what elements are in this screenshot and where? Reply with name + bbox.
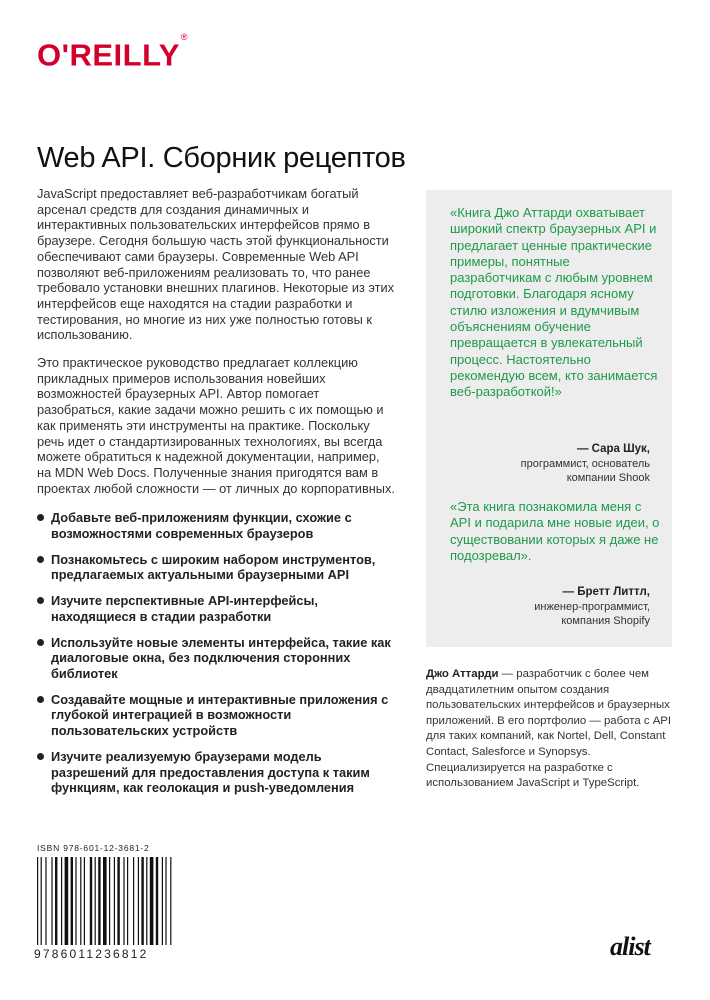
feature-item <box>37 593 397 624</box>
bullet-icon <box>37 753 44 760</box>
logo-text: O'REILLY <box>37 37 180 73</box>
isbn-label: ISBN 978-601-12-3681-2 <box>37 843 150 853</box>
testimonial-attribution-2 <box>534 585 650 629</box>
quote-author-name: — Бретт Литтл, <box>562 586 650 598</box>
feature-text: Создавайте мощные и интерактивные приложения с глубокой интеграцией в возможности пользовательских устройств <box>51 691 389 739</box>
publisher-logo: alist <box>610 932 650 961</box>
testimonial-attribution-1 <box>521 442 650 486</box>
quote-author-company: компания Shopify <box>561 615 650 627</box>
feature-text: Познакомьтесь с широким набором инструментов, предлагаемых актуальными браузерными API <box>51 551 376 583</box>
feature-item <box>37 749 397 796</box>
feature-item <box>37 510 397 541</box>
bullet-icon <box>37 556 44 563</box>
feature-text: Используйте новые элементы интерфейса, такие как диалоговые окна, без подключения сторонних библиотек <box>51 634 391 681</box>
bullet-icon <box>37 639 44 646</box>
quote-author-role: программист, основатель <box>520 457 650 470</box>
barcode-icon <box>35 857 175 949</box>
book-title: Web API. Сборник рецептов <box>37 142 406 174</box>
quote-author-role: инженер-программист, <box>534 600 650 613</box>
intro-paragraph-2: Это практическое руководство предлагает коллекцию прикладных примеров использования новейших возможностей браузерных API. Автор помогает разобраться, какие задачи можно решить с их помощью и как применять эти инструменты на практике. Поскольку речь идет о стандартизированных технологиях, вы всегда можете обратиться к надежной документации, например, на MDN Web Docs. Полученные знания пригодятся вам в проектах любой сложности — от личных до корпоративных. <box>37 355 395 496</box>
testimonials-panel <box>426 190 672 647</box>
quote-author-company: компании Shook <box>566 472 650 484</box>
feature-text: Изучите перспективные API-интерфейсы, находящиеся в стадии разработки <box>51 593 318 624</box>
author-name: Джо Аттарди <box>426 668 499 680</box>
registered-mark: ® <box>180 32 189 42</box>
feature-list <box>37 510 397 796</box>
bullet-icon <box>37 514 44 521</box>
bullet-icon <box>37 597 44 604</box>
quote-author-name: — Сара Шук, <box>576 443 650 455</box>
intro-paragraph-1: JavaScript предоставляет веб-разработчикам богатый арсенал средств для создания динамичных и интерактивных пользовательских интерфейсов прямо в браузере. Сегодня большую часть этой функциональности обеспечивают сами браузеры. Современные Web API позволяют веб-приложениям реализовать то, что ранее требовало установки внешних плагинов. Некоторые из этих интерфейсов еще находятся на стадии разработки и тестирования, но многие из них уже полностью готовы к использованию. <box>37 186 395 343</box>
feature-item <box>37 552 397 583</box>
feature-text: Изучите реализуемую браузерами модель разрешений для предоставления доступа к таким функциям, как геолокация и push-уведомления <box>51 748 370 796</box>
feature-text: Добавьте веб-приложениям функции, схожие с возможностями современных браузеров <box>51 510 352 542</box>
oreilly-logo <box>37 34 188 72</box>
feature-item <box>37 692 397 739</box>
barcode-number: 9786011236812 <box>34 947 149 961</box>
testimonial-quote-2: «Эта книга познакомила меня с API и подарила мне новые идеи, о существовании которых я даже не подозревал». <box>450 499 660 563</box>
description-column <box>37 186 397 806</box>
author-bio <box>426 667 676 792</box>
testimonial-quote-1: «Книга Джо Аттарди охватывает широкий спектр браузерных API и предлагает ценные практические примеры, понятные разработчикам с любым уровнем подготовки. Благодаря ясному стилю изложения и вдумчивым объяснениям обучение превращается в увлекательный процесс. Настоятельно рекомендую всем, кто занимается веб-разработкой!» <box>450 205 658 400</box>
bullet-icon <box>37 696 44 703</box>
author-bio-text: — разработчик с более чем двадцатилетним опытом создания пользовательских интерфейсов и браузерных приложений. В его портфолио — работа с API для таких компаний, как Nortel, Dell, Constant Contact, Salesforce и Synopsys. Специализируется на разработке с использованием JavaScript и TypeScript. <box>426 668 672 790</box>
feature-item <box>37 635 397 682</box>
